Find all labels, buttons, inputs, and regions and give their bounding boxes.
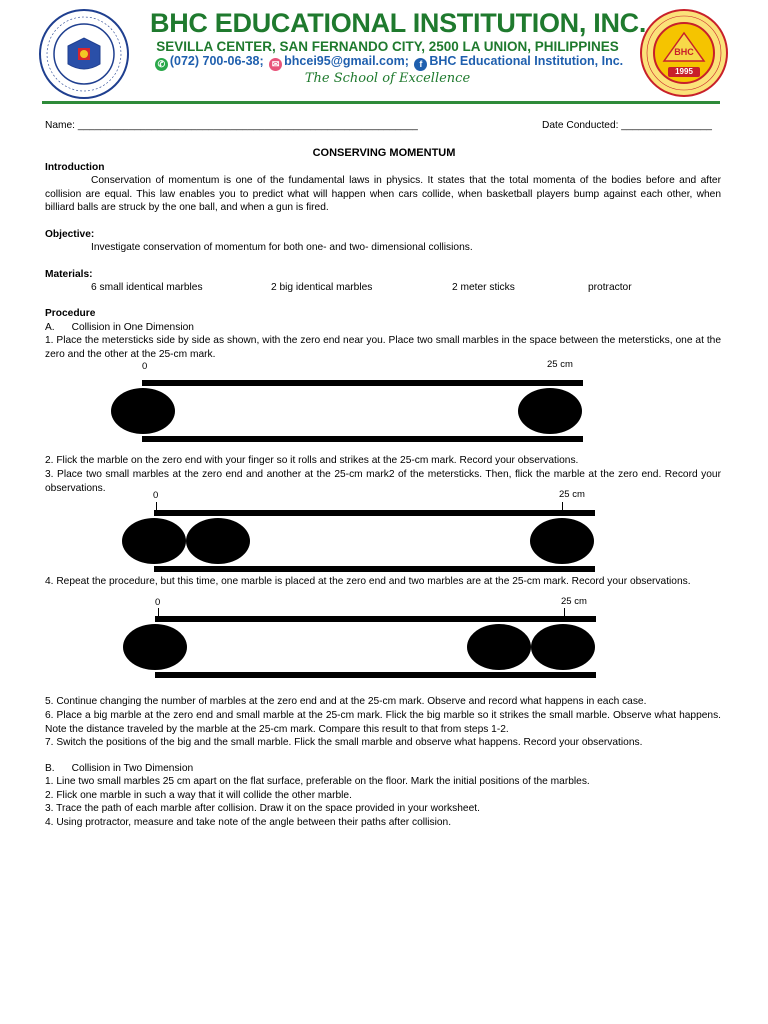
facebook-icon: f [414, 58, 427, 71]
bhc-seal-center: BHC [674, 47, 694, 57]
header-divider [42, 101, 720, 104]
procedure-step-5: 5. Continue changing the number of marbles at the zero end and at the 25-cm mark. Observe and record what happens in each case. [45, 696, 647, 707]
bhc-seal [640, 9, 728, 97]
phone-icon: ✆ [155, 58, 168, 71]
mail-icon: ✉ [269, 58, 282, 71]
zero-tick [156, 502, 157, 510]
mark-25cm-tick [564, 608, 565, 616]
meterstick [155, 672, 596, 678]
name-field [45, 119, 418, 133]
marble [186, 518, 250, 564]
mark-25cm-tick [562, 502, 563, 510]
mark-25cm-label: 25 cm [559, 489, 585, 500]
institution-name: BHC EDUCATIONAL INSTITUTION, INC. [150, 8, 647, 38]
deped-seal [38, 8, 130, 100]
date-field [542, 119, 712, 133]
page-title: CONSERVING MOMENTUM [312, 147, 456, 159]
procedure-step-2: 2. Flick the marble on the zero end with your finger so it rolls and strikes at the 25-cm mark. Record your observations. [45, 455, 579, 466]
material-item: 2 big identical marbles [271, 282, 373, 293]
introduction-text: Conservation of momentum is one of the fundamental laws in physics. It states that the total momenta of the bodies before and after collision are equal. This law enables you to predict what will happen when cars collide, when basketball players bump against each other, when billiard balls are struck by the one ball, and when a gun is fired. [45, 175, 721, 214]
section-b-step: 3. Trace the path of each marble after collision. Draw it on the space provided in your worksheet. [45, 803, 480, 814]
procedure-step-6: 6. Place a big marble at the zero end and small marble at the 25-cm mark. Flick the big marble so it strikes the small marble. Observe what happens. Note the distance traveled by the marble at the 25-cm mark. Compare this result to that from steps 1-2. [45, 710, 721, 735]
procedure-step-3: 3. Place two small marbles at the zero end and another at the 25-cm mark2 of the metersticks. Then, flick the marble at the zero end. Record your observations. [45, 469, 721, 494]
section-b-step: 4. Using protractor, measure and take note of the angle between their paths after collision. [45, 817, 452, 828]
contact-line [128, 54, 648, 71]
marble [531, 624, 595, 670]
procedure-step-7: 7. Switch the positions of the big and the small marble. Flick the small marble and observe what happens. Record your observations. [45, 737, 643, 748]
marble [467, 624, 531, 670]
date-label: Date Conducted: [542, 120, 622, 131]
name-label: Name: [45, 120, 78, 131]
marble [111, 388, 175, 434]
meterstick [142, 436, 583, 442]
meterstick [155, 616, 596, 622]
procedure-heading: Procedure [45, 308, 96, 319]
section-b-step: 1. Line two small marbles 25 cm apart on the flat surface, preferable on the floor. Mark the initial positions of the marbles. [45, 776, 590, 787]
material-item: 6 small identical marbles [91, 282, 203, 293]
meterstick [154, 566, 595, 572]
marble [123, 624, 187, 670]
section-a-heading: A. Collision in One Dimension [45, 322, 194, 333]
phone-number: (072) 700-06-38; [169, 54, 264, 68]
zero-label: 0 [153, 490, 159, 501]
marble [530, 518, 594, 564]
objective-heading: Objective: [45, 229, 95, 240]
procedure-step-4: 4. Repeat the procedure, but this time, one marble is placed at the zero end and two marbles are at the 25-cm mark. Record your observations. [45, 576, 691, 587]
institution-address: SEVILLA CENTER, SAN FERNANDO CITY, 2500 LA UNION, PHILIPPINES [156, 39, 619, 54]
zero-label: 0 [142, 361, 148, 372]
material-item: 2 meter sticks [452, 282, 515, 293]
section-b-heading: B. Collision in Two Dimension [45, 763, 194, 774]
tagline: The School of Excellence [304, 71, 471, 86]
bhc-seal-year: 1995 [675, 67, 693, 76]
introduction-heading: Introduction [45, 162, 105, 173]
procedure-step-1: 1. Place the metersticks side by side as shown, with the zero end near you. Place two small marbles in the space between the metersticks, one at the zero and the other at the 25-cm mark. [45, 335, 721, 360]
meterstick [154, 510, 595, 516]
marble [518, 388, 582, 434]
objective-text: Investigate conservation of momentum for both one- and two- dimensional collisions. [91, 242, 473, 253]
zero-label: 0 [155, 597, 161, 608]
zero-tick [158, 608, 159, 616]
mark-25cm-label: 25 cm [547, 359, 573, 370]
name-blank: ____________________________________________________________ [77, 120, 418, 131]
date-blank: ________________ [621, 120, 712, 131]
materials-heading: Materials: [45, 269, 93, 280]
email-address: bhcei95@gmail.com; [284, 54, 409, 68]
material-item: protractor [588, 282, 632, 293]
mark-25cm-label: 25 cm [561, 596, 587, 607]
facebook-page: BHC Educational Institution, Inc. [429, 54, 624, 68]
section-b-step: 2. Flick one marble in such a way that it will collide the other marble. [45, 790, 352, 801]
marble [122, 518, 186, 564]
meterstick [142, 380, 583, 386]
